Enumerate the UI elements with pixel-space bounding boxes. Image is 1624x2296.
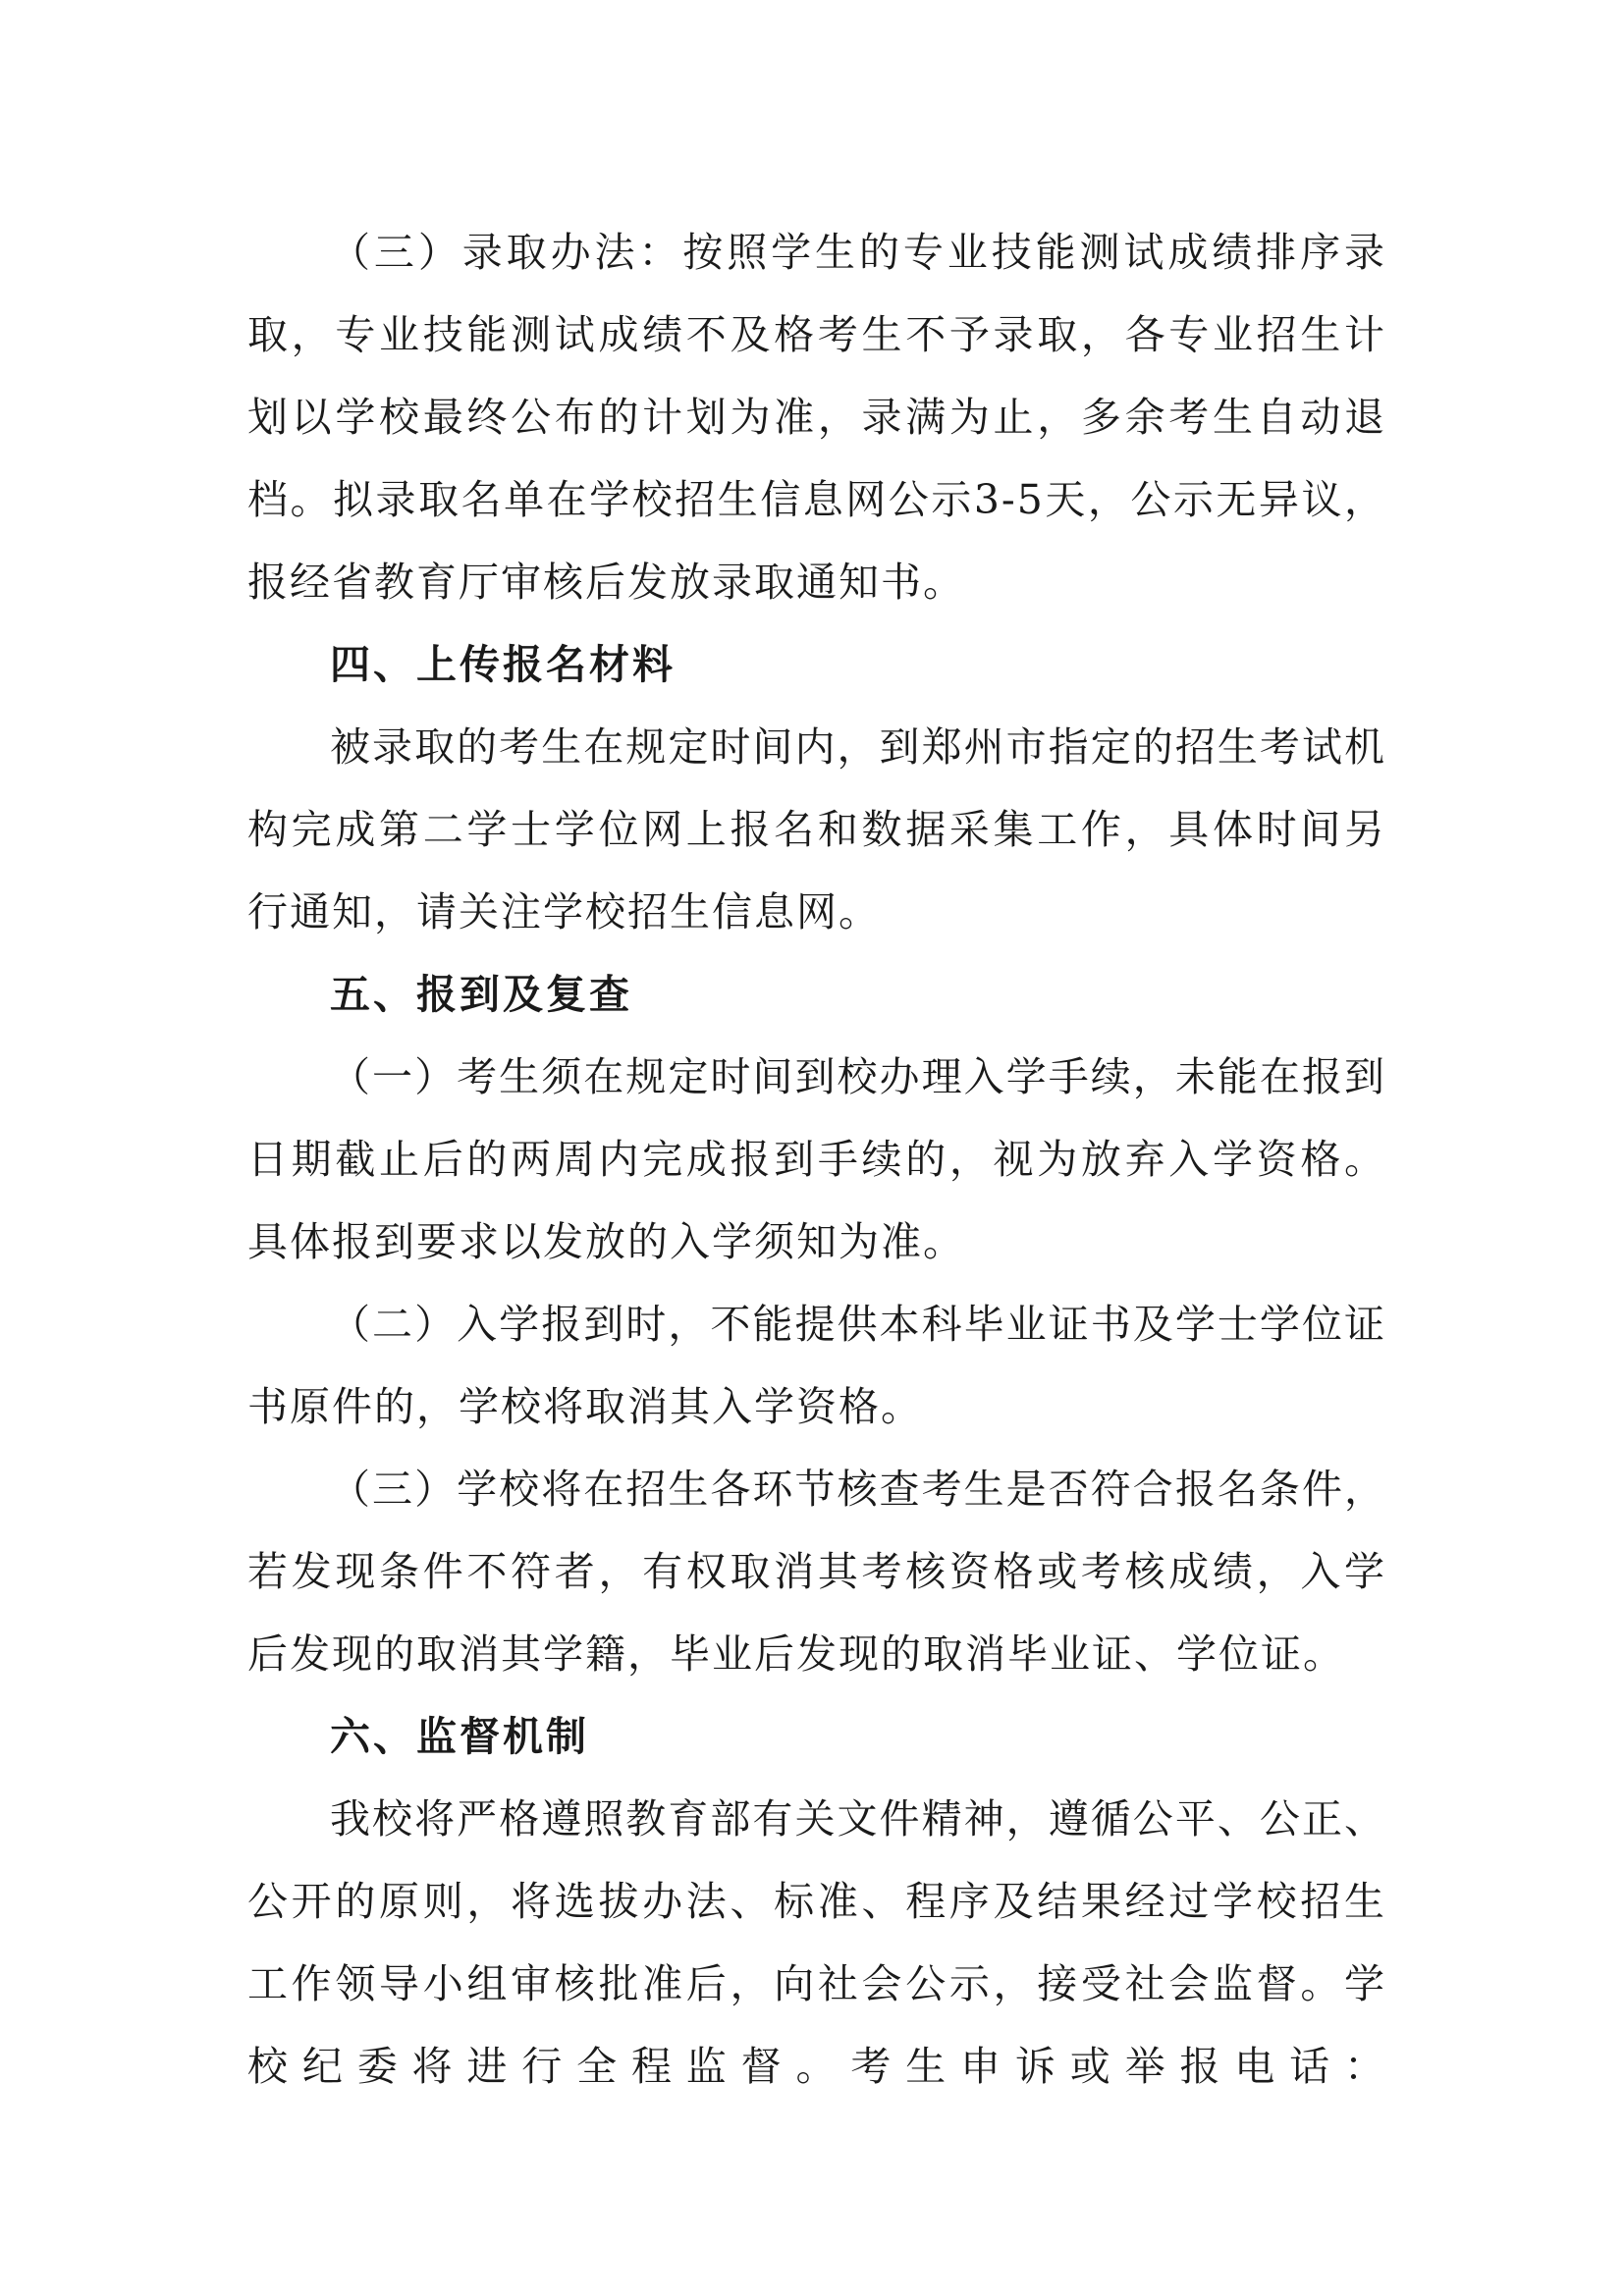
heading-upload-materials: 四、上传报名材料 (330, 641, 676, 688)
para-registration-1: （一）考生须在规定时间到校办理入学手续，未能在报到日期截止后的两周内完成报到手续的，视为放弃入学资格。具体报到要求以发放的入学须知为准。 (247, 1053, 1386, 1265)
heading-registration-review: 五、报到及复查 (330, 971, 632, 1018)
heading-supervision: 六、监督机制 (330, 1713, 589, 1760)
para-admission-method: （三）录取办法：按照学生的专业技能测试成绩排序录取，专业技能测试成绩不及格考生不予录取，各专业招生计划以学校最终公布的计划为准，录满为止，多余考生自动退档。拟录取名单在学校招生信息网公示3-5天，公示无异议，报经省教育厅审核后发放录取通知书。 (247, 229, 1386, 606)
document-page (247, 211, 1386, 2108)
para-registration-3: （三）学校将在招生各环节核查考生是否符合报名条件，若发现条件不符者，有权取消其考核资格或考核成绩，入学后发现的取消其学籍，毕业后发现的取消毕业证、学位证。 (247, 1466, 1386, 1678)
para-supervision: 我校将严格遵照教育部有关文件精神，遵循公平、公正、公开的原则，将选拔办法、标准、程序及结果经过学校招生工作领导小组审核批准后，向社会公示，接受社会监督。学校纪委将进行全程监督。考生申诉或举报电话： (247, 1795, 1386, 2090)
para-registration-2: （二）入学报到时，不能提供本科毕业证书及学士学位证书原件的，学校将取消其入学资格。 (247, 1301, 1386, 1430)
para-upload-materials: 被录取的考生在规定时间内，到郑州市指定的招生考试机构完成第二学士学位网上报名和数据采集工作，具体时间另行通知，请关注学校招生信息网。 (247, 723, 1386, 935)
